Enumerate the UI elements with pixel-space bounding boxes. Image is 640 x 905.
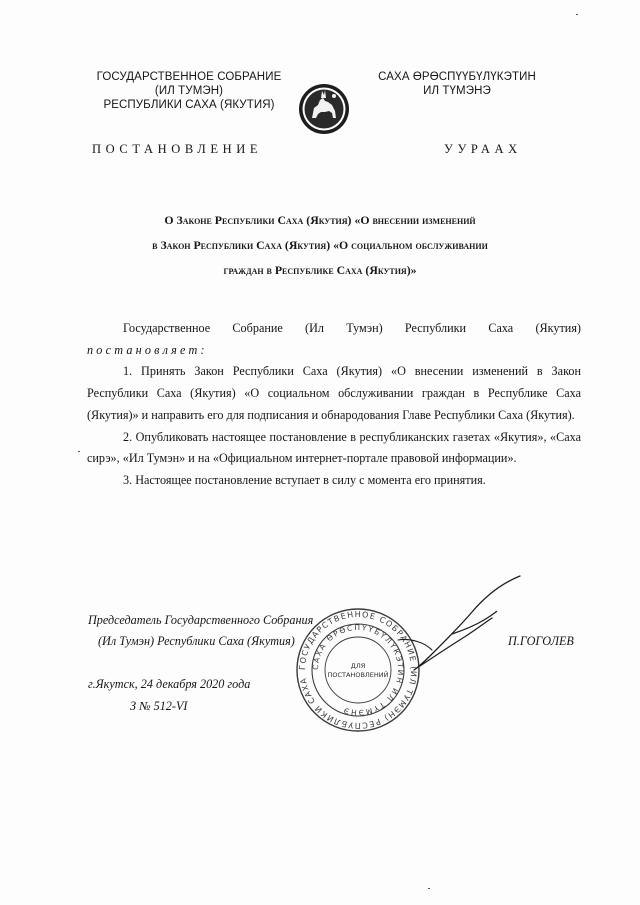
intro-verb	[87, 340, 581, 362]
header-left	[84, 70, 294, 112]
svg-text:ГОСУДАРСТВЕННОЕ СОБРАНИЕ (ИЛ Т: ГОСУДАРСТВЕННОЕ СОБРАНИЕ (ИЛ ТУМЭН) РЕСПУБЛИКИ САХА	[297, 609, 419, 731]
stamp-center-line2: ПОСТАНОВЛЕНИЙ	[327, 671, 389, 679]
document-body	[87, 318, 581, 492]
scan-mark	[78, 451, 80, 452]
title-line2: в Закон Республики Саха (Якутия) «О социальном обслуживании	[152, 238, 488, 252]
item-2: 2. Опубликовать настоящее постановление в республиканских газетах «Якутия», «Саха сирэ», «Ил Тумэн» и на «Официальном интернет-портале правовой информации».	[87, 429, 581, 466]
signatory-position-line2: (Ил Тумэн) Республики Саха (Якутия)	[98, 634, 295, 648]
header-left-line1: ГОСУДАРСТВЕННОЕ СОБРАНИЕ	[96, 71, 282, 83]
title-line1: О Законе Республики Саха (Якутия) «О внесении изменений	[164, 213, 476, 227]
signatory-position-line1: Председатель Государственного Собрания	[88, 613, 314, 627]
stamp-center-line1: ДЛЯ	[350, 662, 366, 670]
header-right-line1: САХА ӨРӨСПҮҮБҮЛҮКЭТИН	[378, 71, 536, 83]
item-3: 3. Настоящее постановление вступает в силу с момента его принятия.	[123, 472, 486, 487]
coat-of-arms-emblem-icon	[298, 78, 350, 140]
svg-text:САХА ӨРӨСПҮҮБҮЛҮКЭТИН ИЛ ТҮМЭН: САХА ӨРӨСПҮҮБҮЛҮКЭТИН ИЛ ТҮМЭНЭ	[310, 622, 406, 718]
handwritten-signature-icon	[380, 570, 540, 680]
intro-paragraph: Государственное Собрание (Ил Тумэн) Республики Саха (Якутия)	[123, 321, 581, 335]
signatory-name: П.ГОГОЛЕВ	[508, 634, 574, 648]
intro-verb-text: постановляет:	[87, 342, 208, 357]
item-1: 1. Принять Закон Республики Саха (Якутия) «О внесении изменений в Закон Республики Саха (Якутия) «О социальном обслуживании граждан в Республике Саха (Якутия)» и направить его для подписания и обнародования Главе Республики Саха (Якутия).	[87, 364, 581, 422]
header-left-line3: РЕСПУБЛИКИ САХА (ЯКУТИЯ)	[103, 99, 275, 111]
header-right-line2: ИЛ ТҮМЭНЭ	[423, 85, 491, 97]
scan-mark	[576, 14, 578, 15]
document-number: З № 512-VI	[130, 699, 188, 713]
document-title	[70, 208, 570, 283]
header-right	[372, 70, 542, 98]
decree-label-russian: ПОСТАНОВЛЕНИЕ	[92, 142, 263, 156]
decree-label-yakut: УУРААХ	[444, 142, 522, 156]
header-left-line2: (ИЛ ТУМЭН)	[154, 85, 224, 97]
place-and-date: г.Якутск, 24 декабря 2020 года	[88, 677, 251, 691]
scan-mark	[428, 888, 430, 889]
title-line3: граждан в Республике Саха (Якутия)»	[223, 263, 417, 277]
